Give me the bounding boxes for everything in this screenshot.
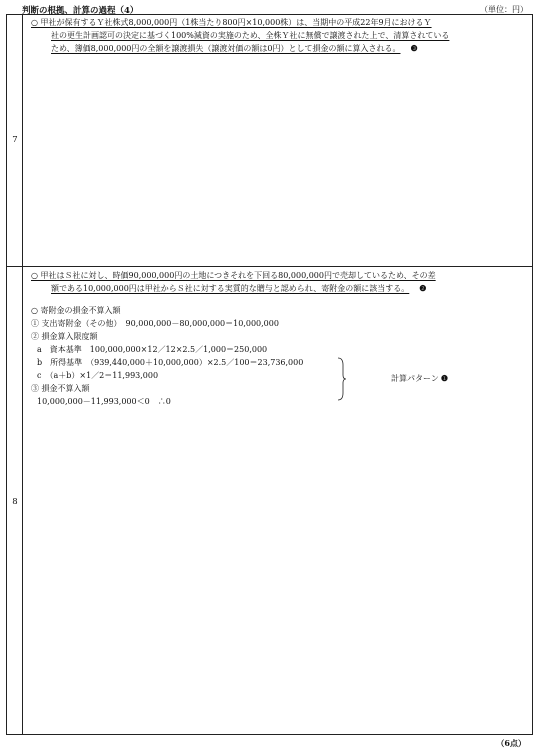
calc-heading: ○ 寄附金の損金不算入額 <box>31 306 121 315</box>
calc-item-2a: a 資本基準 100,000,000×12／12×2.5／1,000＝250,000 <box>37 345 268 354</box>
calc-item-2: ② 損金算入限度額 <box>31 332 98 341</box>
row-number-7: 7 <box>12 135 18 145</box>
row-7-line-2: 社の更生計画認可の決定に基づく100%減資の実施のため、全株Ｙ社に無償で譲渡された上で、清算されている <box>51 31 450 40</box>
row-number-8: 8 <box>12 497 18 507</box>
row-7-line-3: ため、簿価8,000,000円の全額を譲渡損失（譲渡対価の額は0円）として損金の額に算入される。 ❸ <box>51 43 418 53</box>
score-total: （6点） <box>496 738 526 748</box>
row-7-line-1: ○ 甲社が保有するＹ社株式8,000,000円（1株当たり800円×10,000株）は、当期中の平成22年9月におけるＹ <box>31 18 432 27</box>
score-mark-1: ❶ <box>440 373 449 383</box>
score-mark-3: ❸ <box>410 43 418 53</box>
answer-table <box>6 14 533 735</box>
row-8-line-1: ○ 甲社はＳ社に対し、時価90,000,000円の土地につきそれを下回る80,000,000円で売却しているため、その差 <box>31 271 436 280</box>
calc-item-2c: c （a＋b）×1／2＝11,993,000 <box>37 371 159 380</box>
calc-item-1: ① 支出寄附金（その他） 90,000,000－80,000,000＝10,000,000 <box>31 319 279 328</box>
number-column <box>7 15 23 734</box>
right-brace <box>337 357 347 401</box>
unit-label: （単位：円） <box>480 5 528 14</box>
row-8-line-2: 額である10,000,000円は甲社からＳ社に対する実質的な贈与と認められ、寄附金の額に該当する。 ❷ <box>51 283 427 293</box>
row-divider <box>7 266 532 267</box>
calc-item-3: ③ 損金不算入額 <box>31 384 90 393</box>
score-mark-2: ❷ <box>419 283 427 293</box>
calc-item-3-value: 10,000,000－11,993,000＜0 ∴0 <box>37 397 171 406</box>
calc-item-2b: b 所得基準 （939,440,000＋10,000,000）×2.5／100＝23,736,000 <box>37 358 304 367</box>
page-title: 判断の根拠、計算の過程（4） <box>22 6 139 16</box>
row-8-content <box>31 269 526 408</box>
calc-pattern-label: 計算パターン ❶ <box>391 373 449 383</box>
row-7-content <box>31 16 526 55</box>
